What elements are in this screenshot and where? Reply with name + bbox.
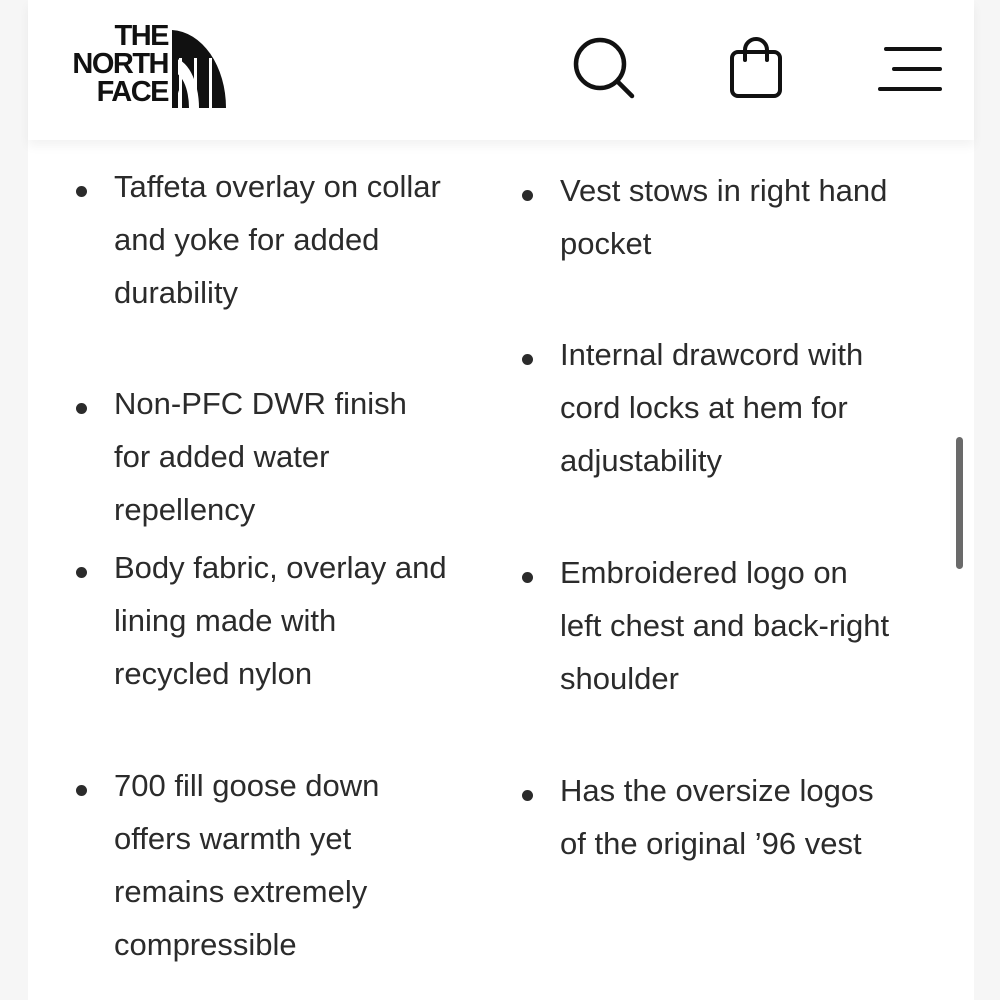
feature-item — [28, 169, 448, 319]
feature-item — [28, 550, 448, 700]
bullet-icon — [522, 190, 533, 201]
bullet-icon — [522, 572, 533, 583]
feature-text: Vest stows in right hand pocket — [560, 173, 888, 261]
the-north-face-logo[interactable] — [50, 22, 230, 112]
feature-text: Body fabric, overlay and lining made with recycled nylon — [114, 550, 447, 691]
feature-item — [28, 768, 448, 971]
feature-text: Has the oversize logos of the original ’96 vest — [560, 773, 874, 861]
feature-text: Embroidered logo on left chest and back-right shoulder — [560, 555, 890, 696]
feature-text: Internal drawcord with cord locks at hem for adjustability — [560, 337, 864, 478]
feature-text: 700 fill goose down offers warmth yet remains extremely compressible — [114, 768, 380, 962]
menu-button[interactable] — [874, 38, 946, 98]
bullet-icon — [76, 567, 87, 578]
bullet-icon — [76, 403, 87, 414]
feature-item — [474, 773, 894, 870]
search-button[interactable] — [568, 32, 640, 104]
feature-item — [474, 555, 894, 705]
feature-item — [28, 386, 448, 536]
bullet-icon — [522, 790, 533, 801]
feature-text: Non-PFC DWR finish for added water repellency — [114, 386, 407, 527]
logo-line-3: FACE — [96, 76, 168, 108]
search-icon — [571, 35, 637, 101]
bullet-icon — [76, 186, 87, 197]
bullet-icon — [522, 354, 533, 365]
feature-item — [474, 337, 894, 487]
feature-text: Taffeta overlay on collar and yoke for added durability — [114, 169, 441, 310]
logo-wordmark — [50, 22, 168, 106]
shopping-bag-icon — [728, 36, 784, 100]
half-dome-logo-icon — [170, 28, 228, 110]
product-features — [28, 140, 974, 1000]
feature-item — [474, 173, 894, 270]
logo-line-1: THE — [114, 20, 168, 52]
site-header — [28, 0, 974, 140]
shopping-bag-button[interactable] — [720, 32, 792, 104]
logo-line-2: NORTH — [72, 48, 168, 80]
bullet-icon — [76, 785, 87, 796]
scrollbar-thumb[interactable] — [956, 437, 963, 569]
menu-icon — [876, 43, 944, 93]
